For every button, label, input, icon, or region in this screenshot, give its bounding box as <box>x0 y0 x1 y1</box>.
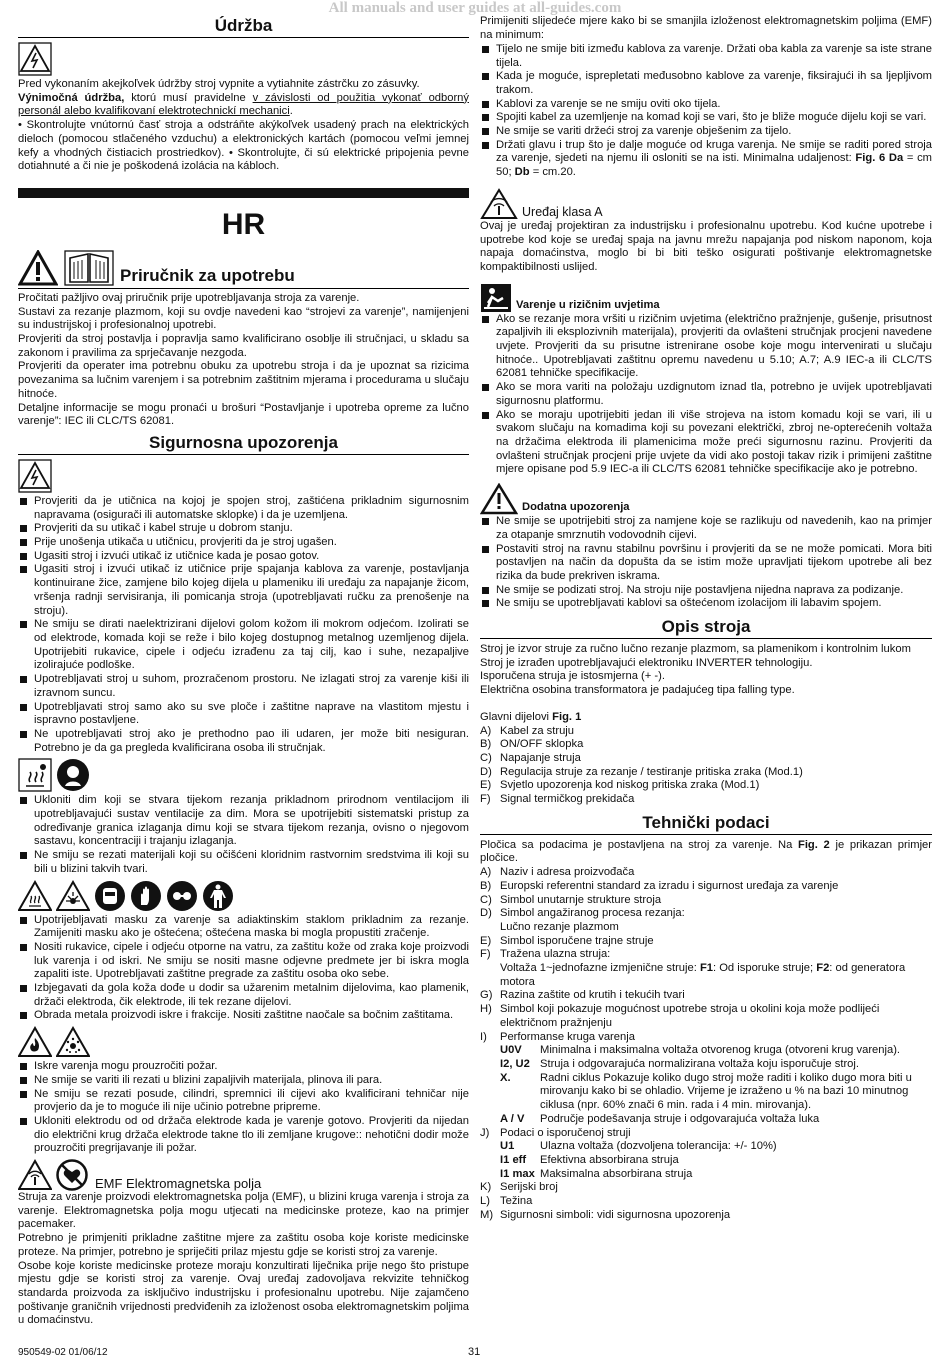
list-item: Ne smiju se rezati materijali koji su očišćeni kloridnim rastvornim sredstvima ili koji su bili u blizini takvih tvari. <box>18 849 469 876</box>
list-item: A) Naziv i adresa proizvođača <box>480 866 635 879</box>
language-code: HR <box>221 207 266 241</box>
safety-title: Sigurnosna upozorenja <box>18 433 469 455</box>
list-item: B) Europski referentni standard za izradu i sigurnost uređaja za varenje <box>480 879 839 892</box>
list-item: Ako se rezanje mora vršiti u rizičnim uvjetima (električno pražnjenje, gušenje, prisutnost zapaljivih ili eksplozivnih materijala), provjeriti da ovlašteni stručnjak procjeni navedene uvjete. Provjeriti da su prisutne istrenirane osobe koje mogu intervenirati u slučaju hitnoće.. Upotrebljavati zaštitnu opremu navedenu u 5.10; A.7; A.9 IEC-a ili CLC/TS 62081 tehničke specifikacije. <box>480 313 932 382</box>
list-item: C) Napajanje struja <box>480 751 581 764</box>
maintenance-p1: Pred vykonaním akejkoľvek údržby stroj vypnite a vytiahnite zástrčku zo zásuvky. <box>18 78 420 90</box>
list-item: F) Signal termičkog prekidača <box>480 793 635 806</box>
list-item: Prije unošenja utikača u utičnicu, provjeriti da je stroj ugašen. <box>18 536 469 550</box>
list-item: Upotrebljavati stroj samo ako su sve ploče i zaštitne naprave na vlastitom mjestu i ispravno postavljene. <box>18 701 469 728</box>
emf-header <box>18 1159 469 1191</box>
manual-intro: Pročitati pažljivo ovaj priručnik prije upotrebljavanja stroja za varenje. Sustavi za rezanje plazmom, koji su ovdje navedeni kao “strojevi za varenje”, namijenjeni su industrijskoj i profesionalnoj upotrebi. Provjeriti da stroj postavlja i popravlja samo kvalificirano osoblje ili stručnjaci, u skladu sa zakonom i pravilima za sprječavanje nezgoda. Provjeriti da operater ima potrebnu obuku za upotrebu stroja i da je upoznat sa rizicima povezanima sa lučnim varenjem i sa potrebnim zaštitnim mjerama i procedurama u slučaju hitnoće. Detaljne informacije se mogu pronaći u brošuri “Postavljanje i upotreba opreme za lučno varenje”: IEC ili CLC/TS 62081. <box>18 291 469 428</box>
emf-continuation-spacer <box>480 2 932 16</box>
list-item: Ako se moraju upotrijebiti jedan ili više strojeva na istom komadu koji se vari, ili u svakom slučaju na komadima koji su povezani električki, zbroj ne-opterećenih voltaža na držačima elektroda ili plamenicima može preći sigurnosnu razinu. Provjeriti da ovlašteni stručnjak procjeni prije uvjete da vidi ako postoji takav rizik i primijeni zaštitne mjere opisane pod 5.9 IEC-a ili CLC/TS 62081 tehničke specifikacije ako je potrebno. <box>480 409 932 478</box>
main-parts-intro: Glavni dijelovi Fig. 1 <box>480 710 582 723</box>
list-item: Spojiti kabel za uzemljenje na komad koji se vari, što je bliže moguće dijelu koji se vari. <box>480 111 932 125</box>
list-item: H) Simbol koji pokazuje mogućnost upotrebe stroja u okolini koja može podlijeći električnom pražnjenju <box>480 1003 880 1029</box>
page-number: 31 <box>468 1346 481 1358</box>
manual-title: Priručnik za upotrebu <box>120 265 295 285</box>
list-item: J) Podaci o isporučenoj struji <box>480 1126 631 1139</box>
list-item: Izbjegavati da gola koža dođe u dodir sa užarenim metalnim dijelovima, kao plamenik, držači elektroda, čik elektrode, ili tek rezane dijelovi. <box>18 982 469 1009</box>
extra-warnings-list <box>480 515 932 611</box>
list-item: K) Serijski broj <box>480 1181 558 1194</box>
mask-required-icon <box>94 880 126 912</box>
list-item: Kada je moguće, isprepletati međusobno kablove za varenje, fiksirajući ih sa ljepljivom trakom. <box>480 70 932 97</box>
maintenance-icons <box>18 42 469 76</box>
safety-icons-3 <box>18 880 469 912</box>
safety-list-electric <box>18 495 469 755</box>
list-item: Upotrijebljavati masku za varenje sa adiaktinskim staklom prikladnim za rezanje. Zamijeniti masku ako je oštećena; oštećena maska bi mogla propustiti zračenje. <box>18 914 469 941</box>
list-item: Ako se mora variti na položaju uzdignutom iznad tla, potrebno je uvijek upotrebljavati sigurnosnu platformu. <box>480 381 932 408</box>
list-item: F) Tražena ulazna struja: <box>480 948 611 961</box>
maintenance-p3: • Skontrolujte vnútornú časť stroja a odstráňte akýkoľvek usadený prach na elektrických dieloch (pomocou stlačeného vzduchu) a elektronických kartách (pomocou veľmi jemnej kefy a vhodných čistiacich prostriedkov). • Skontrolujte, či sú elektrické pripojenia pevne dotiahnuté a či nie je poškodená izolácia na kábloch. <box>18 119 469 173</box>
list-item: Ne smije se variti ili rezati u blizini zapaljivih materijala, plinova ili para. <box>18 1074 469 1088</box>
list-item: Postaviti stroj na ravnu stabilnu površinu i provjeriti da se ne može pomicati. Mora biti postavljen na način da dopušta da se istim može upravljati tijekom upotrebe ali bez rizika da bude prekriven iskrama. <box>480 543 932 584</box>
manual-header <box>18 250 469 289</box>
left-column <box>18 0 469 1328</box>
list-item: A) Kabel za struju <box>480 724 575 737</box>
list-item: Ne smiju se upotrebljavati kablovi sa oštećenom izolacijom ili labavim spojem. <box>480 597 932 611</box>
list-item: Obrada metala proizvodi iskre i frakcije. Nositi zaštitne naočale sa bočnim zaštitama. <box>18 1009 469 1023</box>
safety-list-fumes <box>18 794 469 876</box>
list-item: Ukloniti elektrodu od od držača elektrode kada je varenje gotovo. Provjeriti da nijedan dio električni krug držača elektrode takne tlo ili zemljane krugove:: nehotični dodir može prouzročiti pregrijavanje ili požar. <box>18 1115 469 1156</box>
emf-text: Struja za varenje proizvodi elektromagnetska polja (EMF), u blizini kruga varenja i stroja za varenje. Elektromagnetska polja mogu utjecati na medicinske proteze, kao na primjer pacemaker. Potrebno je primjeniti prikladne zaštitne mjere za zaštitu osoba koje koriste medicinske proteze. Na primjer, potrebno je spriječiti prilaz mjestu gdje se koristi stroj za varenje. Osobe koje koriste medicinske proteze moraju konzultirati liječnika prije nego što pristupe mjestu gdje se koristi stroj za varenje. Ovaj uređaj zadovoljava rekvizite tehničkog standarda proizvoda za isključivo industrijsku i profesionalnu upotrebu. Nije zajamčeno poštivanje graničnih vrijednosti predviđenih za izloženost osoba elektromagnetskim poljima u domaćinstvu. <box>18 1191 469 1327</box>
list-item: Držati glavu i trup što je dalje moguće od kruga varenja. Ne smije se raditi pored stroja za varenje, sjedeti na njemu ili osloniti se na isti. Minimalna udaljenost: Fig. 6 Da = cm 50; Db = cm.20. <box>480 139 932 180</box>
no-pacemaker-icon <box>56 1159 88 1191</box>
warning-triangle-icon <box>18 250 58 286</box>
list-item: M) Sigurnosni simboli: vidi sigurnosna upozorenja <box>480 1208 731 1221</box>
list-item: B) ON/OFF sklopka <box>480 738 584 751</box>
list-item: Kablovi za varenje se ne smiju oviti oko tijela. <box>480 98 932 112</box>
list-item: L) Težina <box>480 1195 533 1208</box>
risk-header <box>480 283 932 313</box>
list-item: Ne smije se upotrijebiti stroj za namjene koje se razlikuju od navedenih, kao na primjer za otapanje smrznutih vodovodnih cijevi. <box>480 515 932 542</box>
circuit-performance-sub: U0V Minimalna i maksimalna voltaža otvorenog kruga (otvoreni krug varenja). I2, U2 Struja i odgovarajuća normalizirana voltaža koju isporučuje stroj. X. Radni ciklus Pokazuje koliko dugo stroj može raditi i koliko dugo mora biti u mirovanju kako bi se ohladio. Vrijeme je izraženo u % na bazi 10 minutnog ciklusa (npr. 60% znači 6 min. rada i 4 min. mirovanja). A / V Područje podešavanja struje i odgovarajuća voltaža luka <box>500 1044 912 1125</box>
list-item: I) Performanse kruga varenja <box>480 1030 635 1043</box>
list-item: Ugasiti stroj i izvući utikač iz utičnice kada je posao gotov. <box>18 550 469 564</box>
respirator-icon <box>56 758 90 792</box>
list-item: Ne upotrebljavati stroj ako je prethodno pao ili udaren, jer može biti nesiguran. Potrebno je da ga pregleda kvalificirana osoba ili stručnjak. <box>18 728 469 755</box>
class-a-title: Uređaj klasa A <box>522 205 603 220</box>
list-item: G) Razina zaštite od krutih i tekućih tvari <box>480 989 685 1002</box>
list-item: Voltaža 1~jednofazne izmjenične struje: F1: Od isporuke struje; F2: od generatora motora <box>500 962 906 988</box>
list-item: Lučno rezanje plazmom <box>500 920 619 933</box>
supply-data-sub: U1 Ulazna voltaža (dozvoljena tolerancija: +/- 10%) I1 eff Efektivna absorbirana struja I1 max Maksimalna absorbirana struja <box>500 1140 777 1180</box>
protective-clothing-icon <box>202 880 234 912</box>
list-item: Ne smije se variti držeći stroj za varenje obješenim za tijelo. <box>480 125 932 139</box>
right-column <box>480 0 932 1222</box>
list-item: Provjeriti da je utičnica na kojoj je spojen stroj, zaštićena prikladnim sigurnosnim napravama (osigurači ili automatske sklopke) i da je uzemljena. <box>18 495 469 522</box>
list-item: Ne smije se podizati stroj. Na stroju nije postavljena nijedna naprava za podizanje. <box>480 584 932 598</box>
emf-text-2: Primijeniti slijedeće mjere kako bi se smanjila izloženost elektromagnetskim poljima (EMF) na minimum: <box>480 15 932 42</box>
list-item: Ne smiju se rezati posude, cilindri, spremnici ili cijevi ako kvalificirani tehničar nije provjerio da je to moguće ili nije učinio potrebne pripreme. <box>18 1088 469 1115</box>
electric-hazard-icon <box>18 42 52 76</box>
warning-triangle-icon <box>480 483 518 515</box>
list-item: Ugasiti stroj i izvući utikač iz utičnice prije spajanja kablova za varenje, postavljanja kontinuirane žice, zamjene bilo kojeg dijela u plameniku ili uređaju za napajanje žicom, vršenja radnji servisiranja, ili pomicanja stroja (upotrebljavati ručku za prenošenje na stroju). <box>18 563 469 618</box>
list-item: Provjeriti da su utikač i kabel struje u dobrom stanju. <box>18 522 469 536</box>
tech-data-intro: Pločica sa podacima je postavljena na stroj za varenje. Na Fig. 2 je prikazan primjer pločice. <box>480 838 932 865</box>
safety-list-protection <box>18 914 469 1024</box>
radio-emission-icon <box>480 188 518 220</box>
list-item: Iskre varenja mogu prouzročiti požar. <box>18 1060 469 1074</box>
class-a-header <box>480 188 932 220</box>
hot-surface-icon <box>18 880 52 912</box>
list-item: Nositi rukavice, cipele i odjeću otporne na vatru, za zaštitu kože od zraka koje proizvodi luk varenja i od iskri. Ne smiju se nositi masne odjevne predmete jer bi iskra mogla zapaliti iste. Upotrebljavati zaštitne pregrade za zaštitu osoba oko sebe. <box>18 941 469 982</box>
list-item: C) Simbol unutarnje strukture stroja <box>480 893 662 906</box>
safety-icons-2 <box>18 758 469 792</box>
safety-list-fire <box>18 1060 469 1156</box>
tech-data-list <box>480 866 932 1044</box>
safety-icons-4 <box>18 1026 469 1058</box>
goggles-required-icon <box>166 880 198 912</box>
emf-list <box>480 43 932 180</box>
explosion-hazard-icon <box>56 1026 90 1058</box>
electric-hazard-icon <box>18 459 52 493</box>
fumes-hazard-icon <box>18 758 52 792</box>
hazardous-conditions-icon <box>480 283 512 313</box>
manual-book-icon <box>64 250 114 286</box>
list-item: Upotrebljavati stroj u suhom, prozračenom prostoru. Ne izlagati stroj za varenje kiši ili izravnom suncu. <box>18 673 469 700</box>
safety-icons-1 <box>18 459 469 493</box>
document-code: 950549-02 01/06/12 <box>18 1347 108 1358</box>
class-a-text: Ovaj je uređaj projektiran za industrijsku i profesionalnu upotrebu. Kod kućne upotrebe i upotrebe kod koje se uređaj spaja na javnu mrežu napajanja pod niskom naponom, koja napaja domaćinstva, moglo bi bi biti teško osigurati poštivanje elektromagnetske kompaktibilnosti uslijed. <box>480 219 932 273</box>
main-parts-list <box>480 725 932 807</box>
list-item: D) Simbol angažiranog procesa rezanja: <box>480 907 685 920</box>
emf-title: EMF Elektromagnetska polja <box>95 1176 262 1192</box>
emf-hazard-icon <box>18 1159 52 1191</box>
list-item: Ne smiju se dirati naelektrizirani dijelovi golom kožom ili mokrom odjećom. Izolirati se od elektrode, komada koji se reže i bilo kojeg dostupnog metalnog uzemljenog dijela. Upotrijebiti rukavice, cipele i odjeću izrađenu za taj cilj, kao i suhe, nezapaljive izolirajuće podloške. <box>18 618 469 673</box>
risk-title: Varenje u rizičnim uvjetima <box>516 298 660 311</box>
maintenance-p2: Výnimočná údržba, ktorú musí pravidelne v závislosti od použitia vykonať odborný personál alebo kvalifikovaní elektrotechnickí mechanici. <box>18 91 469 118</box>
list-item: Tijelo ne smije biti između kablova za varenje. Držati oba kabla za varenje sa iste strane tijela. <box>480 43 932 70</box>
tech-data-title: Tehnički podaci <box>480 813 932 835</box>
section-divider-bar <box>18 188 469 198</box>
extra-warnings-header <box>480 483 932 515</box>
extra-warnings-title: Dodatna upozorenja <box>522 501 630 514</box>
description-title: Opis stroja <box>480 617 932 639</box>
maintenance-title: Údržba <box>18 16 469 38</box>
watermark: All manuals and user guides at all-guides.com <box>328 0 622 16</box>
fire-hazard-icon <box>18 1026 52 1058</box>
radiation-hazard-icon <box>56 880 90 912</box>
list-item: D) Regulacija struje za rezanje / testiranje pritiska zraka (Mod.1) <box>480 765 803 778</box>
list-item: Ukloniti dim koji se stvara tijekom rezanja prikladnom prirodnom ventilacijom ili upotrebljavajući sustav ventilacije za dim. Mora se upotrijebiti sistematski pristup za određivanje granica izlaganja dimu koji se stvara tijekom rezanja, ovisno o njegovom sastavu, koncentraciji i trajanju izlaganja. <box>18 794 469 849</box>
risk-list <box>480 313 932 477</box>
list-item: E) Svjetlo upozorenja kod niskog pritiska zraka (Mod.1) <box>480 779 760 792</box>
gloves-required-icon <box>130 880 162 912</box>
list-item: E) Simbol isporučene trajne struje <box>480 934 654 947</box>
description-text: Stroj je izvor struje za ručno lučno rezanje plazmom, sa plamenikom i kontrolnim lukom Stroj je izrađen upotrebljavajući elektroniku INVERTER tehnologiju. Isporučena struja je istosmjerna (+ -). Električna osobina transformatora je padajućeg tipa falling type. <box>480 643 911 697</box>
